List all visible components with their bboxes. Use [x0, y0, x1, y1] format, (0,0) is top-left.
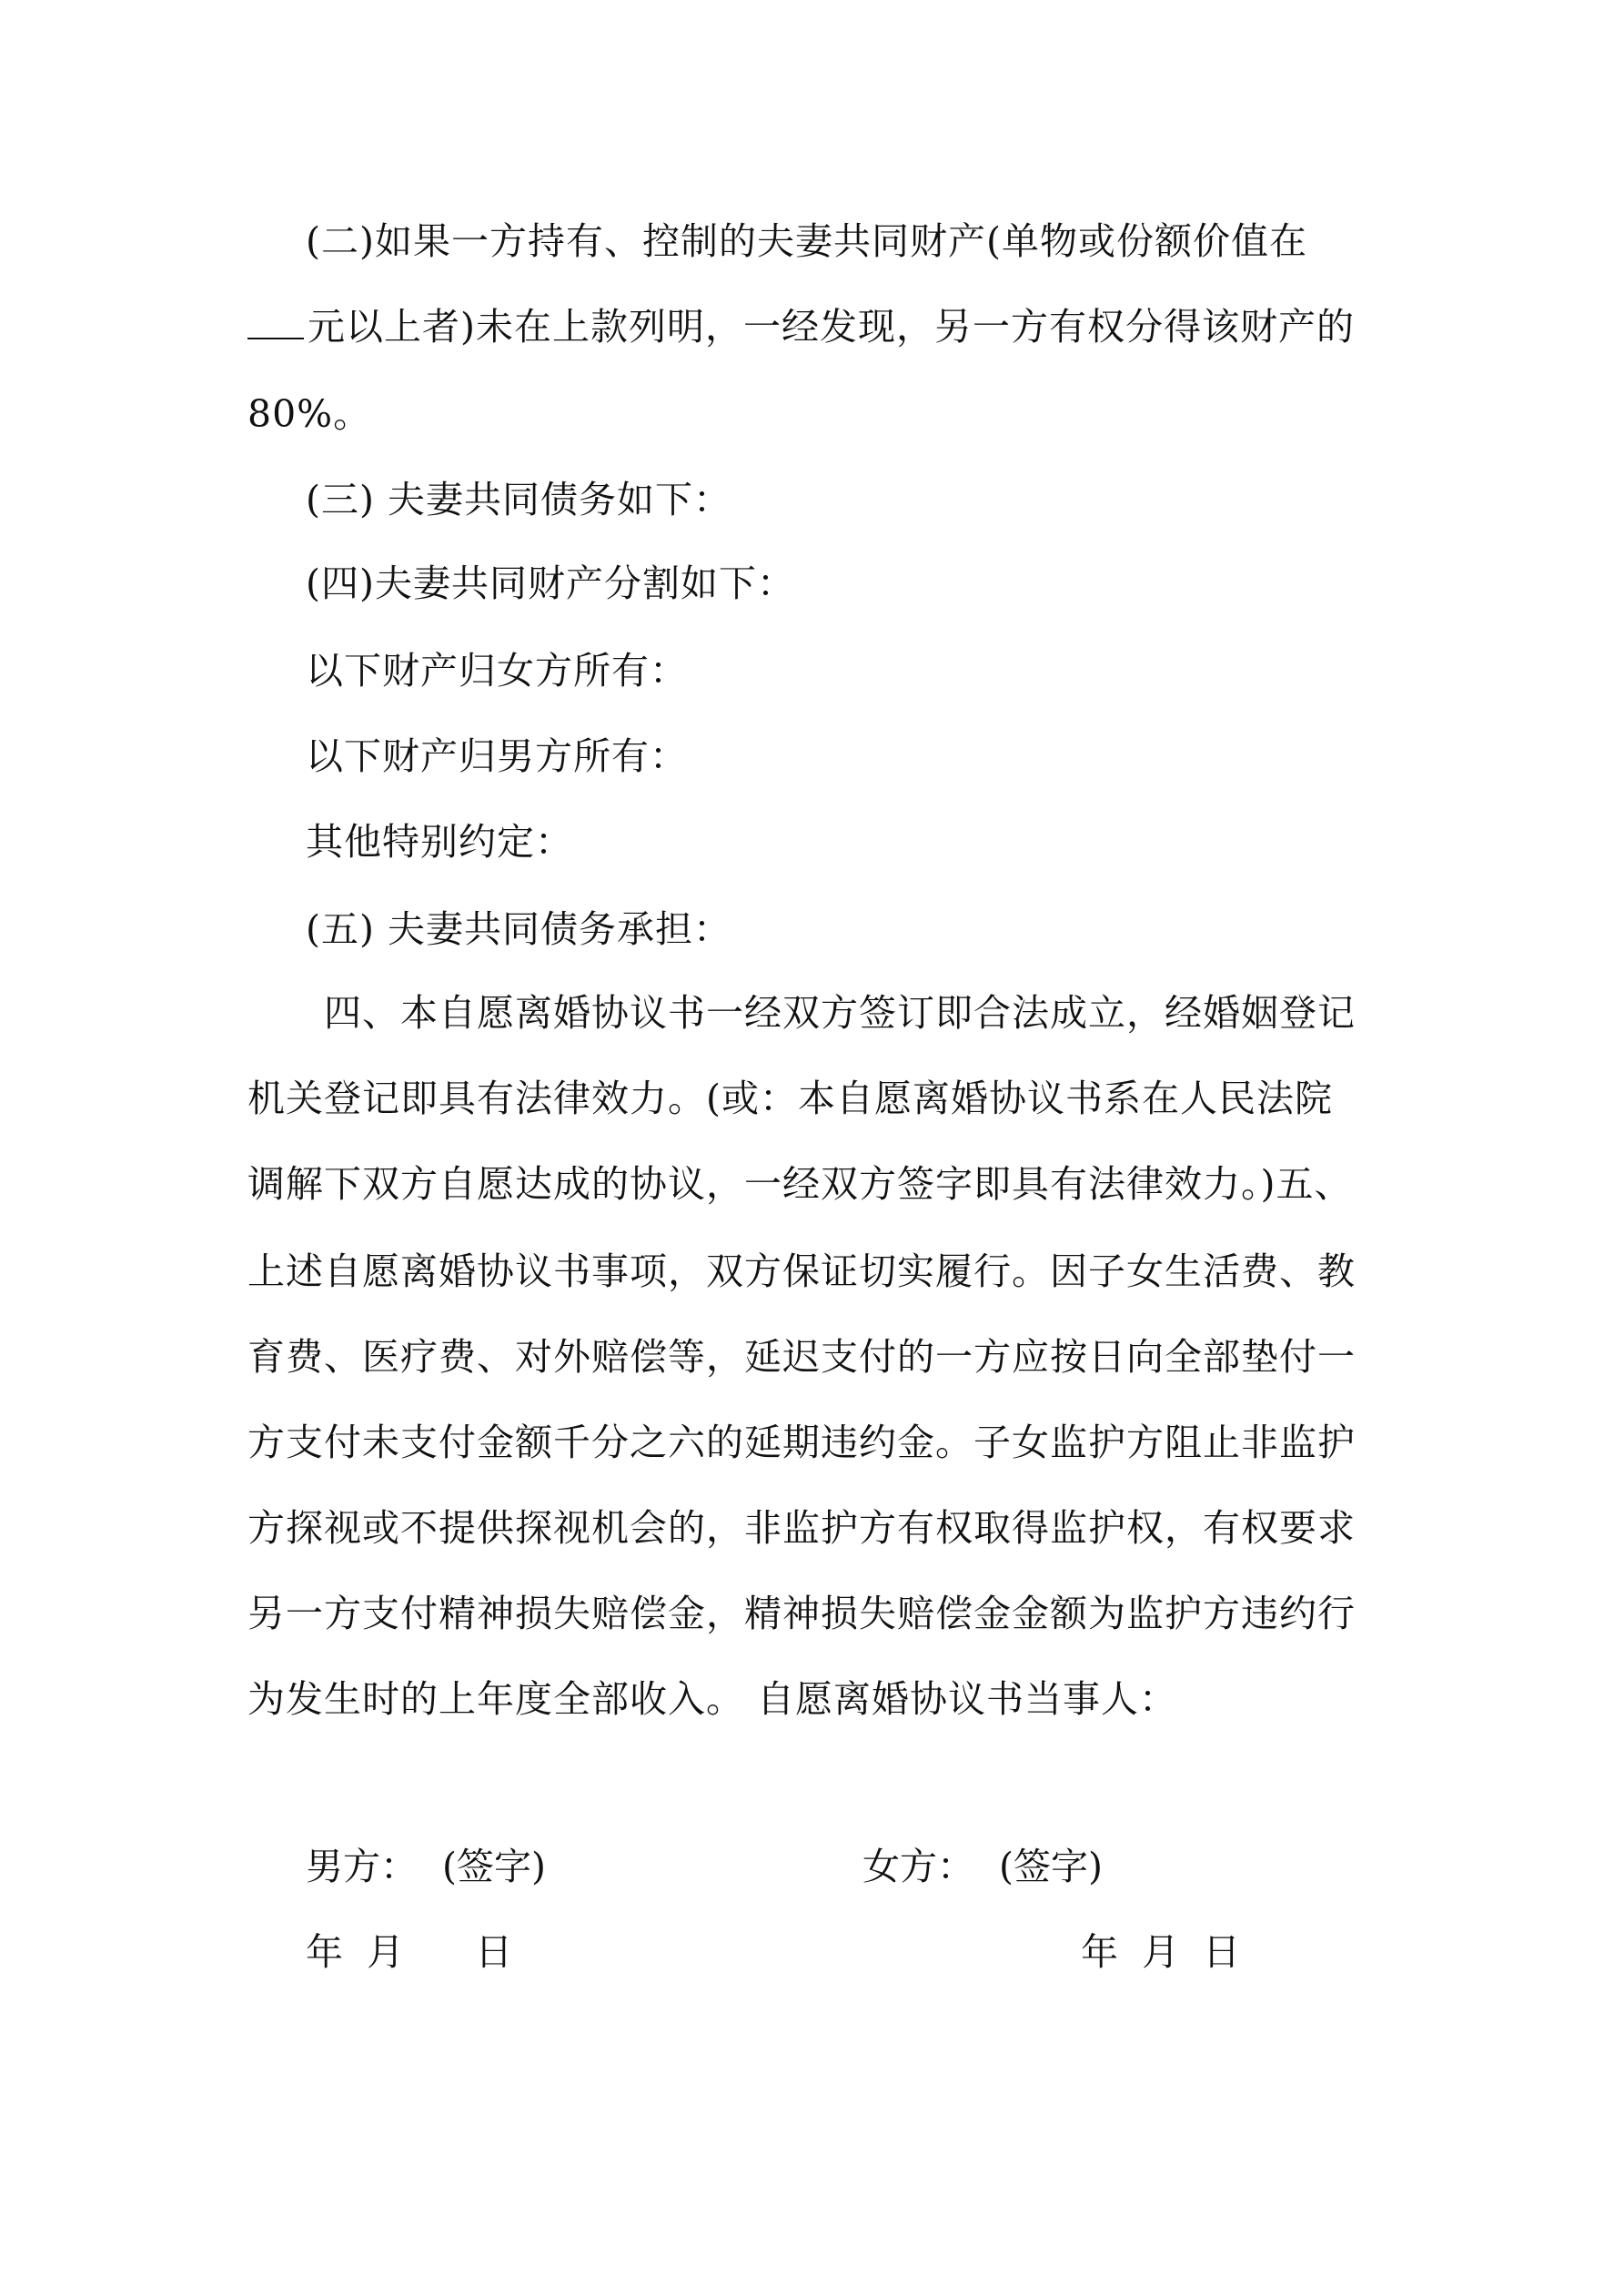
text-line-6: 以下财产归女方所有： [306, 649, 688, 693]
text-line-18: 为发生时的上年度全部收入。 自愿离婚协议书当事人： [247, 1677, 1178, 1721]
text-line-3: 80%。 [247, 392, 372, 436]
text-line-1: (二)如果一方持有、控制的夫妻共同财产(单物或份额价值在 [306, 219, 1307, 263]
text-line-10: 四、本自愿离婚协议书一经双方签订即合法成立，经婚姻登记 [324, 991, 1356, 1035]
text-line-9: (五) 夫妻共同债务承担： [306, 907, 732, 951]
text-line-8: 其他特别约定： [306, 820, 573, 864]
male-signature-field: (签字) [442, 1845, 546, 1888]
text-line-14: 育费、医疗费、对外赔偿等，延迟支付的一方应按日向全部垫付一 [247, 1335, 1356, 1379]
female-signature-field: (签字) [999, 1845, 1103, 1888]
text-line-13: 上述自愿离婚协议书事项，双方保证切实履行。因子女生活费、教 [247, 1249, 1356, 1293]
male-signature-label: 男方： [306, 1845, 418, 1888]
male-signature-date: 年 月 日 [306, 1930, 513, 1974]
amount-blank [247, 307, 304, 339]
text-line-7: 以下财产归男方所有： [306, 734, 688, 778]
text-line-5: (四)夫妻共同财产分割如下： [306, 561, 795, 605]
text-line-17: 另一方支付精神损失赔偿金，精神损失赔偿金金额为监护方违约行 [247, 1592, 1356, 1635]
text-line-11: 机关登记即具有法律效力。(或：本自愿离婚协议书系在人民法院 [247, 1077, 1333, 1120]
text-line-12: 调解下双方自愿达成的协议，一经双方签字即具有法律效力。)五、 [247, 1162, 1353, 1206]
text-line-4: (三) 夫妻共同债务如下： [306, 478, 732, 521]
text-line-16: 方探视或不提供探视机会的，非监护方有权取得监护权，有权要求 [247, 1506, 1356, 1550]
text-line-2 [247, 304, 1355, 349]
text-line-2-content: 元以上者)未在上款列明，一经发现，另一方有权分得该财产的 [308, 305, 1355, 349]
text-line-15: 方支付未支付金额千分之六的延期违约金。子女监护方阻止非监护 [247, 1421, 1356, 1464]
female-signature-date: 年 月 日 [1081, 1930, 1241, 1974]
female-signature-label: 女方： [862, 1845, 974, 1888]
